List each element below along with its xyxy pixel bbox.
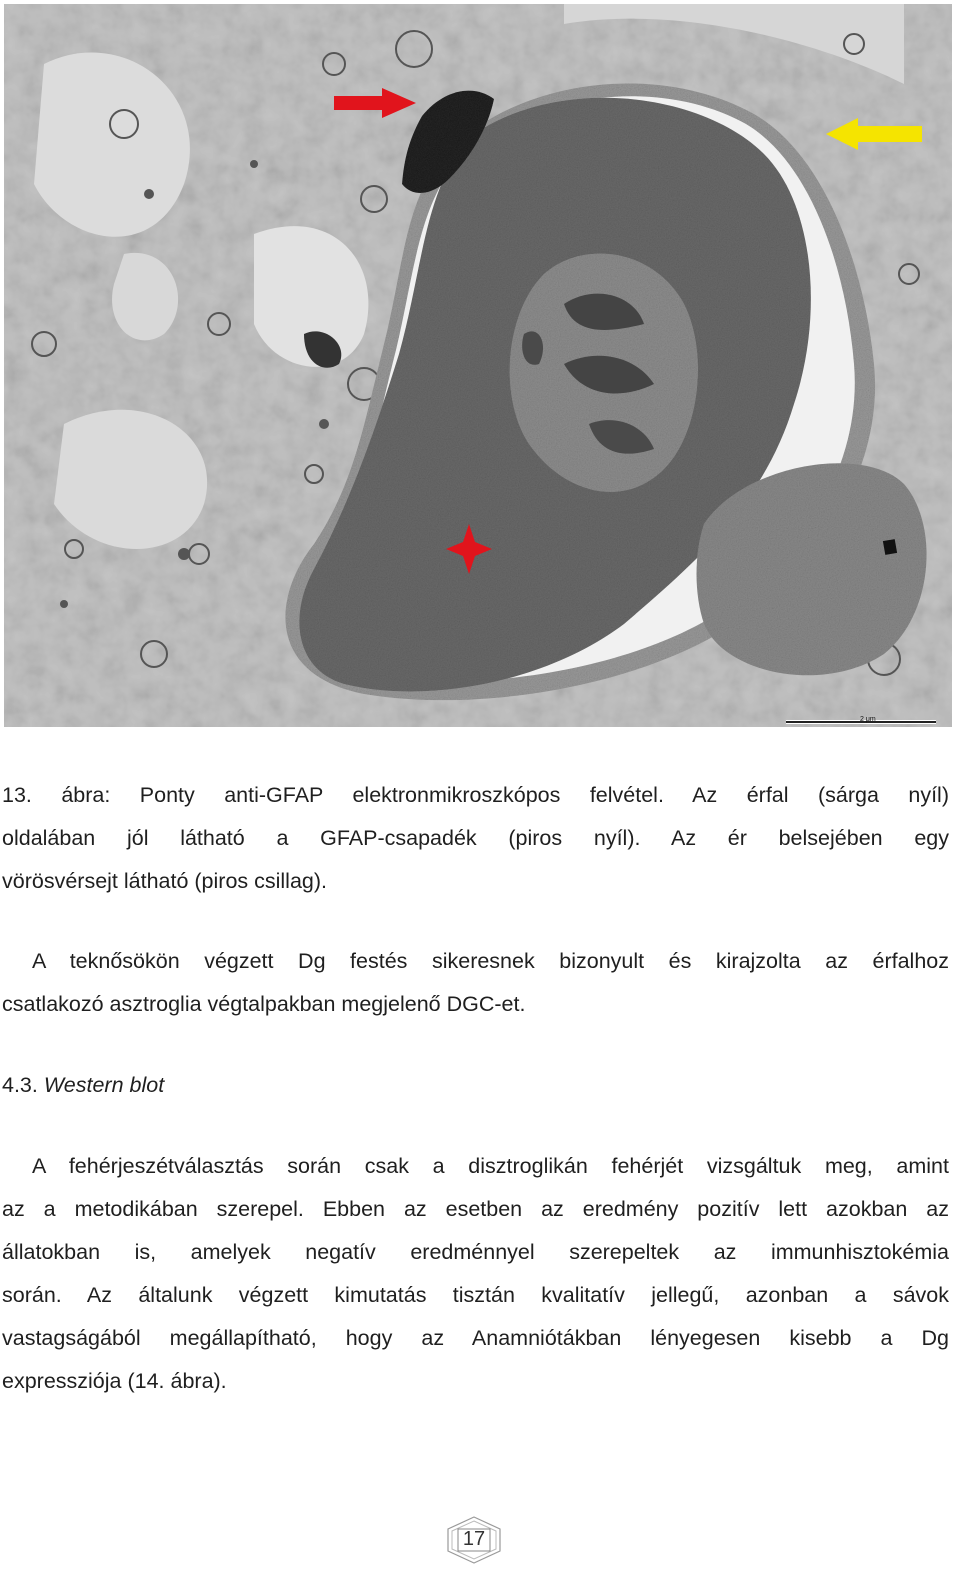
caption-line: oldalában jól látható a GFAP-csapadék (piros nyíl). Az ér belsejében egy xyxy=(2,826,949,850)
figure-caption xyxy=(2,774,949,903)
scale-bar-label: 2 μm xyxy=(860,716,876,723)
paragraph-dg-staining xyxy=(2,940,949,1026)
caption-line: 13. ábra: Ponty anti-GFAP elektronmikroszkópos felvétel. Az érfal (sárga nyíl) xyxy=(2,783,949,807)
paragraph-western-blot xyxy=(2,1145,949,1403)
electron-micrograph-figure xyxy=(4,4,952,727)
paragraph-line: csatlakozó asztroglia végtalpakban megjelenő DGC-et. xyxy=(2,992,526,1016)
caption-line: vörösvérsejt látható (piros csillag). xyxy=(2,869,328,893)
micrograph-image xyxy=(4,4,952,727)
paragraph-line: az a metodikában szerepel. Ebben az esetben az eredmény pozitív lett azokban az xyxy=(2,1197,949,1221)
section-title: Western blot xyxy=(43,1073,165,1097)
page-number-text: 17 xyxy=(462,1528,486,1550)
section-heading xyxy=(2,1066,164,1104)
page-number xyxy=(444,1515,504,1565)
paragraph-line: expressziója (14. ábra). xyxy=(2,1369,227,1393)
paragraph-line: A teknősökön végzett Dg festés sikeresnek bizonyult és kirajzolta az érfalhoz xyxy=(32,949,949,973)
paragraph-line: A fehérjeszétválasztás során csak a disztroglikán fehérjét vizsgáltuk meg, amint xyxy=(32,1154,949,1178)
section-number: 4.3. xyxy=(2,1073,38,1097)
paragraph-line: állatokban is, amelyek negatív eredménnyel szerepeltek az immunhisztokémia xyxy=(2,1240,949,1264)
paragraph-line: vastagságából megállapítható, hogy az Anamniótákban lényegesen kisebb a Dg xyxy=(2,1326,949,1350)
paragraph-line: során. Az általunk végzett kimutatás tisztán kvalitatív jellegű, azonban a sávok xyxy=(2,1283,949,1307)
